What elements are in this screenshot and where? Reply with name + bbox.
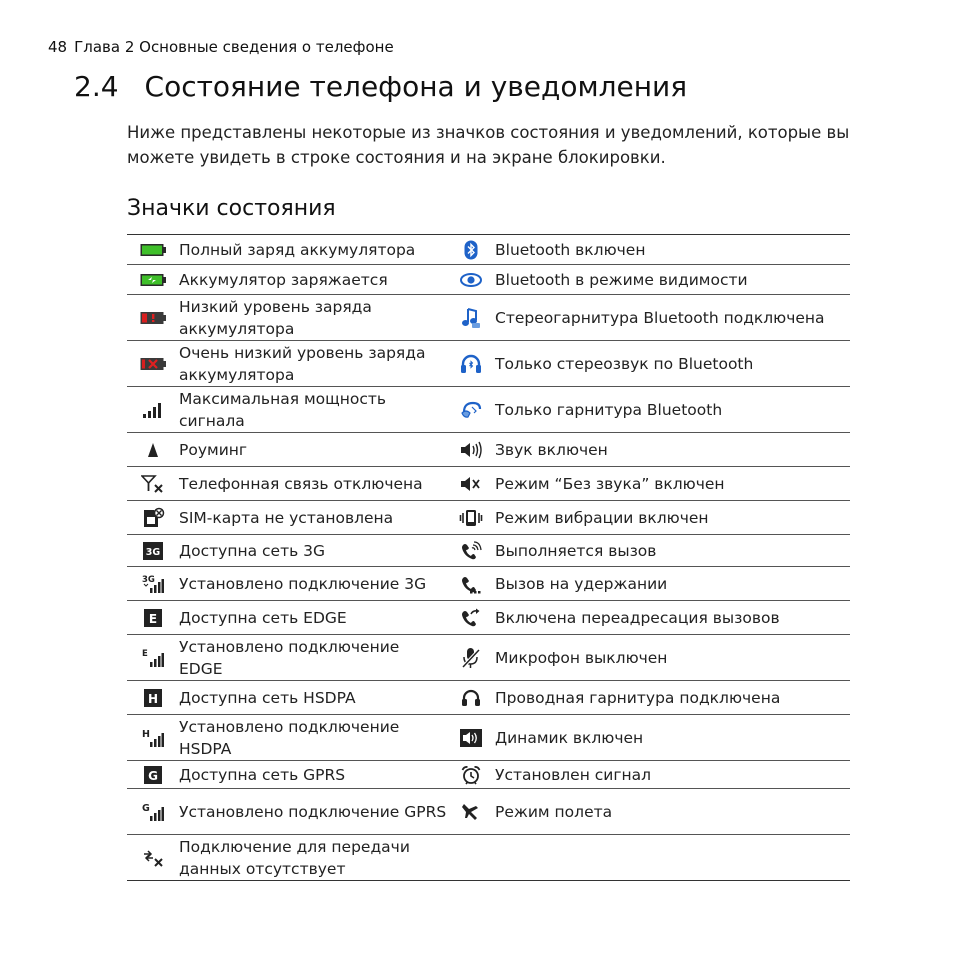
icon-cell [447, 761, 495, 789]
table-row [127, 681, 850, 715]
description-cell: Только стереозвук по Bluetooth [495, 354, 754, 373]
page-number: 48 [48, 38, 68, 56]
network-gprs-icon [140, 764, 166, 786]
icon-cell [447, 467, 495, 501]
no-sim-icon [140, 507, 166, 529]
description-cell: Стереогарнитура Bluetooth подключена [495, 308, 825, 327]
description-cell: Аккумулятор заряжается [179, 270, 388, 289]
call-on-hold-icon [458, 573, 484, 595]
table-row [127, 789, 850, 835]
icon-cell [127, 567, 179, 601]
table-row [127, 715, 850, 761]
table-row [127, 635, 850, 681]
description-cell: Выполняется вызов [495, 541, 657, 560]
description-cell: Установлено подключение EDGE [179, 637, 400, 678]
description-cell: Подключение для передачи данных отсутствует [179, 837, 410, 878]
icon-cell [127, 235, 179, 265]
battery-very-low-icon [140, 353, 166, 375]
description-cell: Максимальная мощность сигнала [179, 389, 387, 430]
network-3g-icon [140, 540, 166, 562]
connected-edge-icon [140, 647, 166, 669]
icon-cell [127, 467, 179, 501]
description-cell: Установлен сигнал [495, 765, 652, 784]
description-cell: Установлено подключение 3G [179, 574, 427, 593]
icon-cell [447, 265, 495, 295]
table-row [127, 295, 850, 341]
description-cell: Звук включен [495, 440, 608, 459]
section-title [74, 70, 687, 103]
description-cell: Динамик включен [495, 728, 644, 747]
table-row [127, 535, 850, 567]
vibrate-mode-icon [458, 507, 484, 529]
icon-cell [127, 535, 179, 567]
signal-max-icon [140, 399, 166, 421]
network-edge-icon [140, 607, 166, 629]
description-cell: Телефонная связь отключена [179, 474, 423, 493]
status-icons-table [127, 234, 850, 881]
call-in-progress-icon [458, 540, 484, 562]
icon-cell [447, 501, 495, 535]
description-cell [495, 835, 850, 881]
description-cell: Доступна сеть HSDPA [179, 688, 356, 707]
bluetooth-icon [458, 239, 484, 261]
battery-low-icon [140, 307, 166, 329]
icon-cell [447, 295, 495, 341]
roaming-icon [140, 439, 166, 461]
description-cell: Режим полета [495, 802, 613, 821]
icon-cell [447, 433, 495, 467]
table-row [127, 501, 850, 535]
table-row [127, 835, 850, 881]
table-row [127, 433, 850, 467]
no-signal-icon [140, 473, 166, 495]
bluetooth-stereo-only-icon [458, 353, 484, 375]
network-hsdpa-icon [140, 687, 166, 709]
connected-hsdpa-icon [140, 727, 166, 749]
icon-cell [127, 387, 179, 433]
no-data-connection-icon [140, 847, 166, 869]
table-row [127, 387, 850, 433]
description-cell: Низкий уровень заряда аккумулятора [179, 297, 372, 338]
icon-cell [447, 387, 495, 433]
svg-text:3G: 3G [142, 574, 155, 585]
description-cell: Доступна сеть GPRS [179, 765, 346, 784]
svg-text:H: H [142, 728, 150, 740]
icon-cell [127, 265, 179, 295]
section-number: 2.4 [74, 70, 119, 103]
description-cell: Полный заряд аккумулятора [179, 240, 416, 259]
battery-full-icon [140, 239, 166, 261]
description-cell: Установлено подключение HSDPA [179, 717, 400, 758]
icon-cell [127, 501, 179, 535]
alarm-clock-icon [458, 764, 484, 786]
icon-cell [447, 635, 495, 681]
icon-cell [447, 341, 495, 387]
icon-cell [447, 567, 495, 601]
svg-text:E: E [142, 648, 148, 659]
description-cell: Включена переадресация вызовов [495, 608, 780, 627]
description-cell: Проводная гарнитура подключена [495, 688, 781, 707]
speaker-on-icon [458, 439, 484, 461]
svg-text:H: H [147, 691, 159, 706]
battery-charging-icon [140, 269, 166, 291]
table-row [127, 761, 850, 789]
svg-text:G: G [142, 802, 150, 814]
chapter-title: Глава 2 Основные сведения о телефоне [74, 38, 394, 56]
table-row [127, 235, 850, 265]
icon-cell [127, 601, 179, 635]
bluetooth-headset-icon [458, 399, 484, 421]
svg-text:E: E [148, 611, 158, 626]
icon-cell [127, 835, 179, 881]
connected-3g-icon [140, 573, 166, 595]
icon-cell [447, 715, 495, 761]
description-cell: Режим вибрации включен [495, 508, 709, 527]
speakerphone-icon [458, 727, 484, 749]
icon-cell [447, 789, 495, 835]
description-cell: SIM-карта не установлена [179, 508, 394, 527]
icon-cell [127, 341, 179, 387]
table-row [127, 467, 850, 501]
description-cell: Только гарнитура Bluetooth [495, 400, 723, 419]
icon-cell [127, 433, 179, 467]
icon-cell [447, 601, 495, 635]
description-cell: Bluetooth в режиме видимости [495, 270, 748, 289]
page-header [48, 38, 394, 56]
wired-headset-icon [458, 687, 484, 709]
section-title-text: Состояние телефона и уведомления [144, 70, 688, 103]
icon-cell [127, 715, 179, 761]
description-cell: Роуминг [179, 440, 248, 459]
svg-text:3G: 3G [145, 546, 161, 558]
icon-cell [447, 235, 495, 265]
icon-cell [127, 681, 179, 715]
airplane-mode-icon [458, 801, 484, 823]
svg-text:G: G [148, 768, 158, 783]
icon-cell [127, 635, 179, 681]
description-cell: Микрофон выключен [495, 648, 668, 667]
silent-mode-icon [458, 473, 484, 495]
bluetooth-stereo-headset-icon [458, 307, 484, 329]
icon-cell [447, 835, 495, 881]
connected-gprs-icon [140, 801, 166, 823]
call-forwarding-icon [458, 607, 484, 629]
description-cell: Режим “Без звука” включен [495, 474, 725, 493]
table-row [127, 567, 850, 601]
subsection-title: Значки состояния [127, 196, 336, 221]
description-cell: Вызов на удержании [495, 574, 668, 593]
microphone-muted-icon [458, 647, 484, 669]
table-row [127, 601, 850, 635]
description-cell: Доступна сеть 3G [179, 541, 326, 560]
icon-cell [447, 535, 495, 567]
bluetooth-visible-icon [458, 269, 484, 291]
icon-cell [127, 761, 179, 789]
description-cell: Bluetooth включен [495, 240, 646, 259]
table-row [127, 265, 850, 295]
intro-paragraph: Ниже представлены некоторые из значков состояния и уведомлений, которые вы можете увидеть в строке состояния и на экране блокировки. [127, 123, 850, 167]
icon-cell [447, 681, 495, 715]
description-cell: Очень низкий уровень заряда аккумулятора [179, 343, 426, 384]
description-cell: Доступна сеть EDGE [179, 608, 347, 627]
icon-cell [127, 295, 179, 341]
table-row [127, 341, 850, 387]
description-cell: Установлено подключение GPRS [179, 802, 447, 821]
icon-cell [127, 789, 179, 835]
